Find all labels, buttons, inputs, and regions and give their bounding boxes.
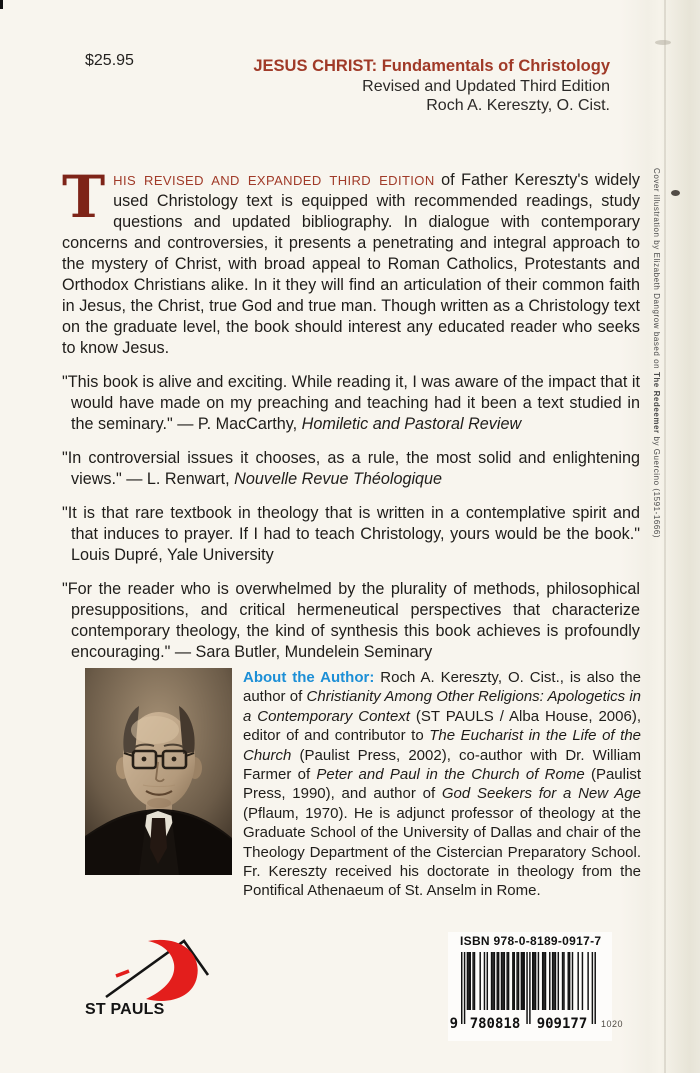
printing-code: 1020 <box>601 1019 624 1029</box>
st-pauls-logo <box>96 931 226 1003</box>
cover-crease <box>664 0 666 1073</box>
back-cover-copy <box>62 163 640 663</box>
about-the-author-section <box>85 668 641 901</box>
isbn-number-label: ISBN 978-0-8189-0917-7 <box>460 934 602 948</box>
about-author-text: About the Author: Roch A. Kereszty, O. Cist., is also the author of Christianity Among Other Religions: Apologetics in a Contemporary Context (ST PAULS / Alba House, 2006), editor of and contributor to The Eucharist in the Life of the Church (Paulist Press, 2002), co-author with Dr. William Farmer of Peter and Paul in the Church of Rome (Paulist Press, 1990), and author of God Seekers for a New Age (Pflaum, 1970). He is adjunct professor of theology at the Graduate School of the University of Dallas and chair of the Theology Department of the Cistercian Preparatory School. Fr. Kereszty received his doctorate in theology from the Pontifical Athenaeum of St. Anselm in Rome. <box>243 669 641 900</box>
review-quote: "For the reader who is overwhelmed by the plurality of methods, philosophical presuppositions, and critical hermeneutical perspectives that characterize contemporary theology, the kind of synthesis this book achieves is profoundly encouraging." — Sara Butler, Mundelein Seminary <box>62 580 640 661</box>
isbn-barcode-block <box>448 932 612 1041</box>
cover-illustration-credit: Cover illustration by Elizabeth Dangrow based on The Redeemer by Guercino (1591-1666) <box>652 168 661 539</box>
cover-smudge <box>655 40 671 45</box>
title-block <box>253 57 610 116</box>
review-quote: "This book is alive and exciting. While reading it, I was aware of the impact that it would have made on my preaching and teaching had it been a text studied in the seminary." — P. MacCarthy, Homiletic and Pastoral Review <box>62 373 640 433</box>
book-edition: Revised and Updated Third Edition <box>362 77 610 95</box>
book-author: Roch A. Kereszty, O. Cist. <box>426 97 610 114</box>
scan-edge-speck <box>0 0 3 9</box>
description-text: of Father Kereszty's widely used Christology text is equipped with recommended readings, study questions and updated bibliography. In dialogue with contemporary concerns and controversies, it presents a penetrating and integral approach to the mystery of Christ, with broad appeal to Roman Catholics, Protestants and Orthodox Christians alike. In it they will find an articulation of their common faith in Jesus, the Christ, true God and true man. Though written as a Christology text on the graduate level, the book should interest any educated reader who seeks to know Jesus. <box>62 171 640 357</box>
review-quote: "It is that rare textbook in theology that is written in a contemplative spirit and that induces to prayer. If I had to teach Christology, yours would be the book." Louis Dupré, Yale University <box>62 504 640 564</box>
review-quote: "In controversial issues it chooses, as a rule, the most solid and enlightening views." — L. Renwart, Nouvelle Revue Théologique <box>62 449 640 488</box>
opening-smallcaps: HIS REVISED AND EXPANDED THIRD EDITION <box>113 173 435 188</box>
book-title: JESUS CHRIST: Fundamentals of Christology <box>253 57 610 75</box>
dropcap-letter: T <box>62 163 106 231</box>
barcode-digit-group1: 780818 <box>469 1016 521 1032</box>
price-label: $25.95 <box>85 52 134 69</box>
ean13-barcode <box>448 948 608 1036</box>
barcode-digit-group2: 909177 <box>536 1016 588 1032</box>
publisher-name: ST PAULS <box>85 1001 165 1018</box>
barcode-digit-lead: 9 <box>449 1016 458 1032</box>
author-portrait-photo <box>85 668 232 875</box>
cover-speck <box>671 190 680 196</box>
description-paragraph <box>62 163 640 359</box>
